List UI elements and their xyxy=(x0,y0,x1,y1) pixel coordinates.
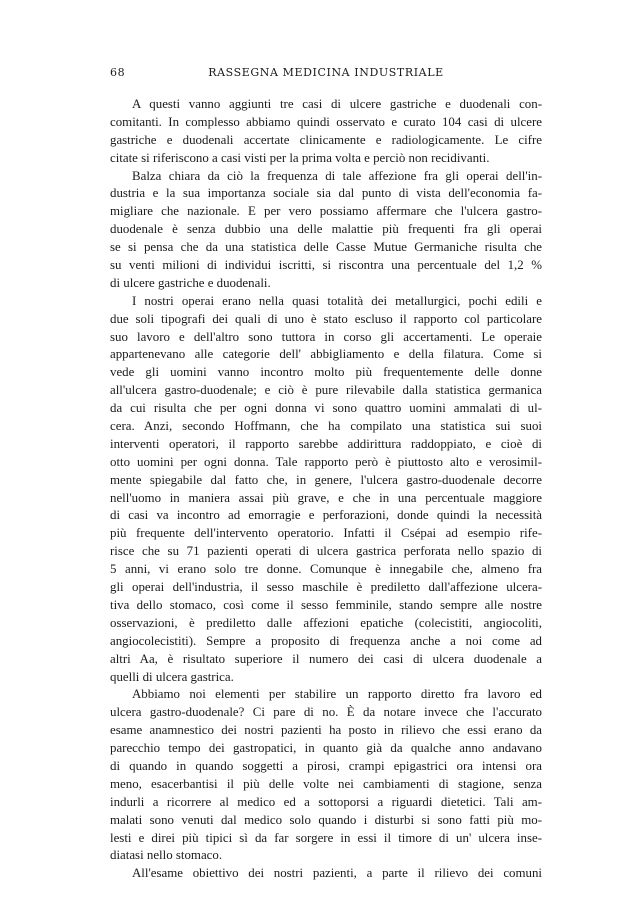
text-line: gastriche e duodenali accertate clinicamente e radiologicamente. Le cifre xyxy=(110,132,542,147)
body-text xyxy=(110,96,542,883)
text-line: più frequente dell'intervento operatorio. Infatti il Csépai ad esempio rife- xyxy=(110,526,542,541)
text-line: altri Aa, è risultato superiore il numero dei casi di ulcera duodenale a xyxy=(110,651,542,666)
text-line: quelli di ulcera gastrica. xyxy=(110,669,234,684)
text-line: risce che su 71 pazienti operati di ulcera gastrica perforata nello spazio di xyxy=(110,544,542,559)
text-line: diatasi nello stomaco. xyxy=(110,848,223,863)
text-line: cera. Anzi, secondo Hoffmann, che ha compilato una statistica sui suoi xyxy=(110,419,542,434)
text-line: tiva dello stomaco, così come il sesso femminile, stando sempre alle nostre xyxy=(110,597,542,612)
text-line: Balza chiara da ciò la frequenza di tale affezione fra gli operai dell'in- xyxy=(132,168,542,183)
text-line: otto uomini per ogni donna. Tale rapporto però è piuttosto alto e verosimil- xyxy=(110,454,542,469)
text-line: due soli tipografi dei quali di uno è stato escluso il rapporto col particolare xyxy=(110,311,542,326)
running-title: RASSEGNA MEDICINA INDUSTRIALE xyxy=(208,66,444,79)
text-line: duodenale è senza dubbio una delle malattie più frequenti fra gli operai xyxy=(110,222,542,237)
text-line: migliare che nazionale. E per vero possiamo affermare che l'ulcera gastro- xyxy=(110,204,542,219)
text-line: ulcera gastro-duodenale? Ci pare di no. È da notare invece che l'accurato xyxy=(110,705,542,720)
text-line: I nostri operai erano nella quasi totalità dei metallurgici, pochi edili e xyxy=(132,293,542,308)
text-line: lesti e direi più tipici sì da far sorgere in essi il timore di un' ulcera inse- xyxy=(110,830,542,845)
text-line: da cui risulta che per ogni donna vi sono quattro uomini ammalati di ul- xyxy=(110,401,542,416)
page-number: 68 xyxy=(110,66,126,79)
text-line: di ulcere gastriche e duodenali. xyxy=(110,275,271,290)
text-line: dustria e la sua importanza sociale sia dal punto di vista dell'economia fa- xyxy=(110,186,542,201)
text-line: meno, esacerbantisi il più delle volte nei cambiamenti di stagione, senza xyxy=(110,776,542,791)
text-line: 5 anni, vi erano solo tre donne. Comunque è innegabile che, almeno fra xyxy=(110,562,542,577)
text-line: interventi operatori, il rapporto sarebbe addirittura raddoppiato, e cioè di xyxy=(110,436,542,451)
page-header xyxy=(110,66,542,84)
text-line: su venti milioni di individui iscritti, si riscontra una percentuale del 1,2 % xyxy=(110,258,542,273)
text-line: A questi vanno aggiunti tre casi di ulcere gastriche e duodenali con- xyxy=(132,97,542,111)
text-line: citate si riferiscono a casi visti per la prima volta e perciò non recidivanti. xyxy=(110,150,490,165)
text-line: di quando in quando soggetti a pirosi, crampi epigastrici ora intensi ora xyxy=(110,758,542,773)
text-line: mente spiegabile dal fatto che, in genere, l'ulcera gastro-duodenale decorre xyxy=(110,472,542,487)
text-line: comitanti. In complesso abbiamo quindi osservato e curato 104 casi di ulcere xyxy=(110,114,542,129)
text-line: gli operai dell'industria, il sesso maschile è prediletto dall'affezione ulcera- xyxy=(110,580,542,595)
text-line: all'ulcera gastro-duodenale; e ciò è pure rilevabile dalla statistica germanica xyxy=(110,383,542,398)
text-line: All'esame obiettivo dei nostri pazienti, a parte il rilievo dei comuni xyxy=(132,866,542,881)
text-line: malati sono venuti dal medico solo quando i disturbi si sono fatti più mo- xyxy=(110,812,542,827)
text-line: angiocolecistiti). Sempre a proposito di frequenza anche a noi come ad xyxy=(110,633,542,648)
text-line: vede gli uomini vanno incontro molto più frequentemente delle donne xyxy=(110,365,542,380)
text-line: nell'uomo in maniera assai più grave, e che in una percentuale maggiore xyxy=(110,490,542,505)
text-line: osservazioni, è prediletto dalle affezioni epatiche (colecistiti, angiocoliti, xyxy=(110,615,542,630)
text-line: suo lavoro e dell'altro sono tuttora in corso gli accertamenti. Le operaie xyxy=(110,329,542,344)
text-line: se si pensa che da una statistica delle Casse Mutue Germaniche risulta che xyxy=(110,240,542,255)
text-line: parecchio tempo dei gastropatici, in quanto già da qualche anno andavano xyxy=(110,741,542,756)
text-line: esame anamnestico dei nostri pazienti ha posto in rilievo che essi erano da xyxy=(110,723,542,738)
text-line: indurli a ricorrere al medico ed a sottoporsi a riguardi dietetici. Tali am- xyxy=(110,794,542,809)
text-line: Abbiamo noi elementi per stabilire un rapporto diretto fra lavoro ed xyxy=(132,687,542,702)
text-line: di casi va incontro ad emorragie e perforazioni, donde quindi la necessità xyxy=(110,508,542,523)
text-line: appartenevano alle categorie dell' abbigliamento e della filatura. Come si xyxy=(110,347,542,362)
